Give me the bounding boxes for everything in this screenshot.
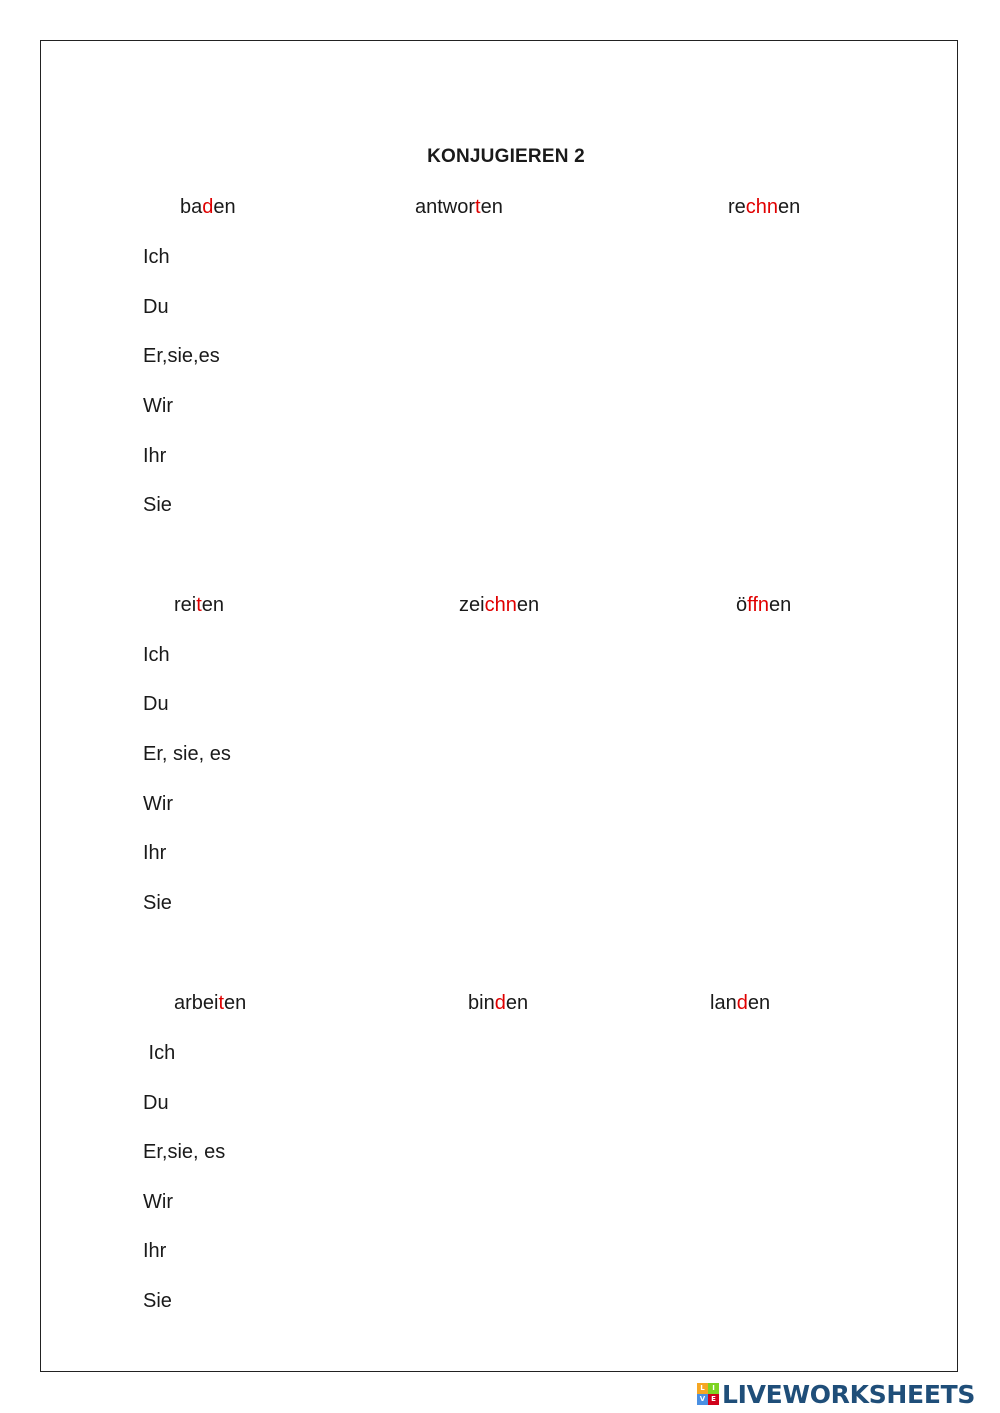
pronoun-label: Ihr	[143, 842, 167, 864]
pronoun-label: Wir	[143, 793, 173, 815]
verb-heading	[710, 992, 770, 1015]
logo-icon-cell: V	[697, 1394, 708, 1405]
verb-segment: en	[778, 196, 801, 218]
verb-segment: bin	[468, 992, 495, 1014]
pronoun-label: Ihr	[143, 445, 167, 467]
verb-segment: ba	[180, 196, 203, 218]
logo-icon-cell: I	[708, 1383, 719, 1394]
verb-segment: zei	[459, 594, 485, 616]
liveworksheets-logo	[697, 1378, 975, 1410]
pronoun-label: Ich	[143, 1042, 176, 1064]
pronoun-label: Ich	[143, 246, 170, 268]
pronoun-label: Er, sie, es	[143, 743, 231, 765]
verb-segment: en	[480, 196, 503, 218]
verb-segment: rei	[174, 594, 197, 616]
verb-heading	[728, 196, 800, 219]
pronoun-label: Wir	[143, 1191, 173, 1213]
pronoun-label: Sie	[143, 494, 172, 516]
logo-icon-cell: L	[697, 1383, 708, 1394]
logo-icon-cell: E	[708, 1394, 719, 1405]
worksheet-title: KONJUGIEREN 2	[427, 146, 585, 167]
verb-highlight: d	[202, 196, 214, 218]
verb-segment: en	[769, 594, 792, 616]
verb-segment: en	[505, 992, 529, 1014]
logo-text: LIVEWORKSHEETS	[722, 1379, 976, 1409]
verb-segment: lan	[710, 992, 737, 1014]
verb-segment: ö	[736, 594, 748, 616]
pronoun-label: Ihr	[143, 1240, 167, 1262]
pronoun-label: Er,sie,es	[143, 345, 220, 367]
verb-segment: arbei	[174, 992, 219, 1014]
verb-heading	[459, 594, 539, 617]
verb-segment: antwor	[415, 196, 476, 218]
verb-heading	[180, 196, 236, 219]
verb-segment: en	[224, 992, 247, 1014]
verb-segment: en	[516, 594, 540, 616]
verb-highlight: chn	[484, 594, 517, 616]
pronoun-label: Du	[143, 296, 169, 318]
worksheet-page	[40, 40, 958, 1372]
verb-heading	[468, 992, 528, 1015]
pronoun-label: Wir	[143, 395, 173, 417]
verb-segment: en	[747, 992, 771, 1014]
verb-heading	[174, 594, 224, 617]
verb-heading	[415, 196, 503, 219]
pronoun-label: Sie	[143, 892, 172, 914]
pronoun-label: Er,sie, es	[143, 1141, 226, 1163]
verb-highlight: t	[196, 594, 202, 616]
verb-highlight: t	[475, 196, 481, 218]
pronoun-label: Sie	[143, 1290, 172, 1312]
verb-segment: en	[201, 594, 225, 616]
verb-highlight: d	[736, 992, 748, 1014]
pronoun-label: Du	[143, 1092, 169, 1114]
verb-heading	[174, 992, 246, 1015]
verb-highlight: chn	[745, 196, 779, 218]
pronoun-label: Ich	[143, 644, 170, 666]
verb-highlight: t	[218, 992, 225, 1014]
pronoun-label: Du	[143, 693, 169, 715]
verb-highlight: d	[494, 992, 506, 1014]
liveworksheets-logo-icon	[697, 1383, 719, 1405]
verb-highlight: ffn	[747, 594, 769, 616]
verb-heading	[736, 594, 791, 617]
verb-segment: en	[213, 196, 236, 218]
verb-segment: re	[728, 196, 746, 218]
